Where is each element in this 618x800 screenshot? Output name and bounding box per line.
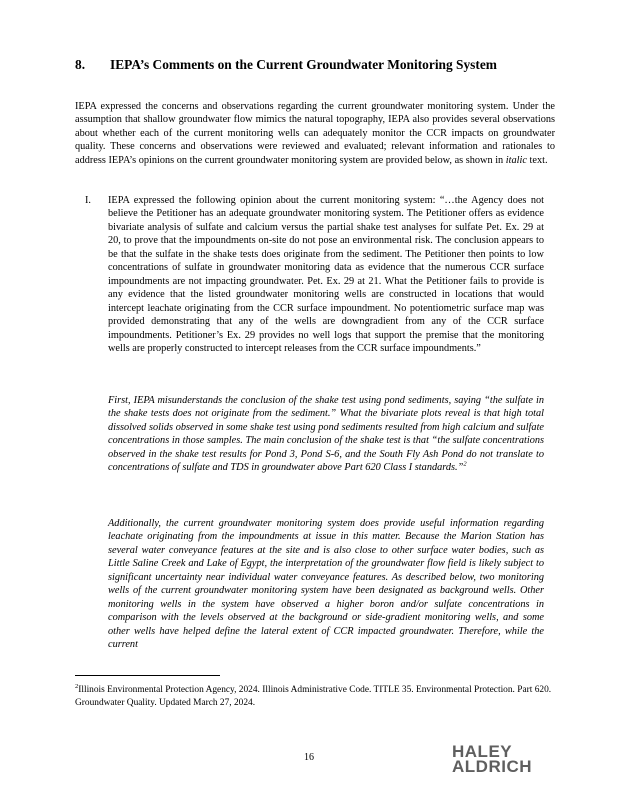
footnote-reference: 2 [463,460,467,468]
logo-line-1: HALEY [452,742,513,761]
intro-paragraph [75,100,555,167]
section-heading [75,57,555,73]
intro-italic-word: italic [505,154,527,166]
footnote-text: Illinois Environmental Protection Agency, 2024. Illinois Administrative Code. TITLE 35. Environmental Protection. Part 620. Groundwater Quality. Updated March 27, 2024. [75,685,552,708]
page-number: 16 [304,752,314,763]
section-title: IEPA’s Comments on the Current Groundwater Monitoring System [110,57,497,72]
section-number: 8. [75,57,86,72]
footnote-divider [75,675,220,676]
list-item-marker: I. [85,195,92,206]
intro-end: text. [526,154,548,166]
response-paragraph-2: Additionally, the current groundwater monitoring system does provide useful information regarding leachate originating from the impoundments at issue in this matter. Because the Marion Station has several water conveyance features at the site and is also close to other surface water bodies, such as Little Saline Creek and Lake of Egypt, the interpretation of the groundwater flow field is likely subject to significant uncertainty near individual water conveyance features. As described below, two monitoring wells of the current groundwater monitoring system have been designated as background wells. Other monitoring wells in the system have observed a higher boron and/or sulfate concentrations in comparison with the levels observed at the background or side-gradient monitoring wells, and some other wells have helped define the lateral extent of CCR impacted groundwater. Therefore, while the current [108,518,544,651]
haley-aldrich-logo [452,744,532,774]
footnote-marker: 2 [75,682,79,690]
intro-text: IEPA expressed the concerns and observations regarding the current groundwater monitoring system. Under the assumption that shallow groundwater flow mimics the natural topography, IEPA also provides several observations about whether each of the current monitoring wells can adequately monitor the CCR impacts on groundwater quality. These concerns and observations were reviewed and evaluated; relevant information and rationales to address IEPA’s opinions on the current groundwater monitoring system are provided below, as shown in [75,101,555,166]
response-paragraph-1 [108,394,544,475]
logo-line-2: ALDRICH [452,757,532,776]
iepa-quote-paragraph: IEPA expressed the following opinion about the current monitoring system: “…the Agency does not believe the Petitioner has an adequate groundwater monitoring system. The Petitioner offers as evidence bivariate analysis of sulfate and calcium versus the partial shake test analyses for sulfate Pet. Ex. 29 at 20, to prove that the impoundments on-site do not pose an environmental risk. The conclusion appears to be that the sulfate in the shake tests does originate from the sediment. The Petitioner then points to low concentrations of sulfate in groundwater monitoring data as evidence that the numerous CCR surface impoundments are not impacting groundwater. Pet. Ex. 29 at 21. What the Petitioner fails to provide is any evidence that the listed groundwater monitoring wells are constructed in locations that would intercept leachate originating from the CCR surface impoundment. No potentiometric surface map was provided demonstrating that any of the wells are downgradient from any of the CCR surface impoundments. Petitioner’s Ex. 29 provides no well logs that support the premise that the monitoring wells are properly constructed to intercept releases from the CCR surface impoundments.” [108,195,544,354]
footnote [75,684,555,709]
response-1-text: First, IEPA misunderstands the conclusion of the shake test using pond sediments, saying “the sulfate in the shake tests does not originate from the sediment.” What the bivariate plots reveal is that high total dissolved solids observed in some shake test using pond sediments resulted from high calcium and sulfate concentrations in those samples. The main conclusion of the shake test is that “the sulfate concentrations observed in the shake test results for Pond 3, Pond S-6, and the South Fly Ash Pond do not translate to concentrations of sulfate and TDS in groundwater above Part 620 Class I standards.” [108,395,544,474]
